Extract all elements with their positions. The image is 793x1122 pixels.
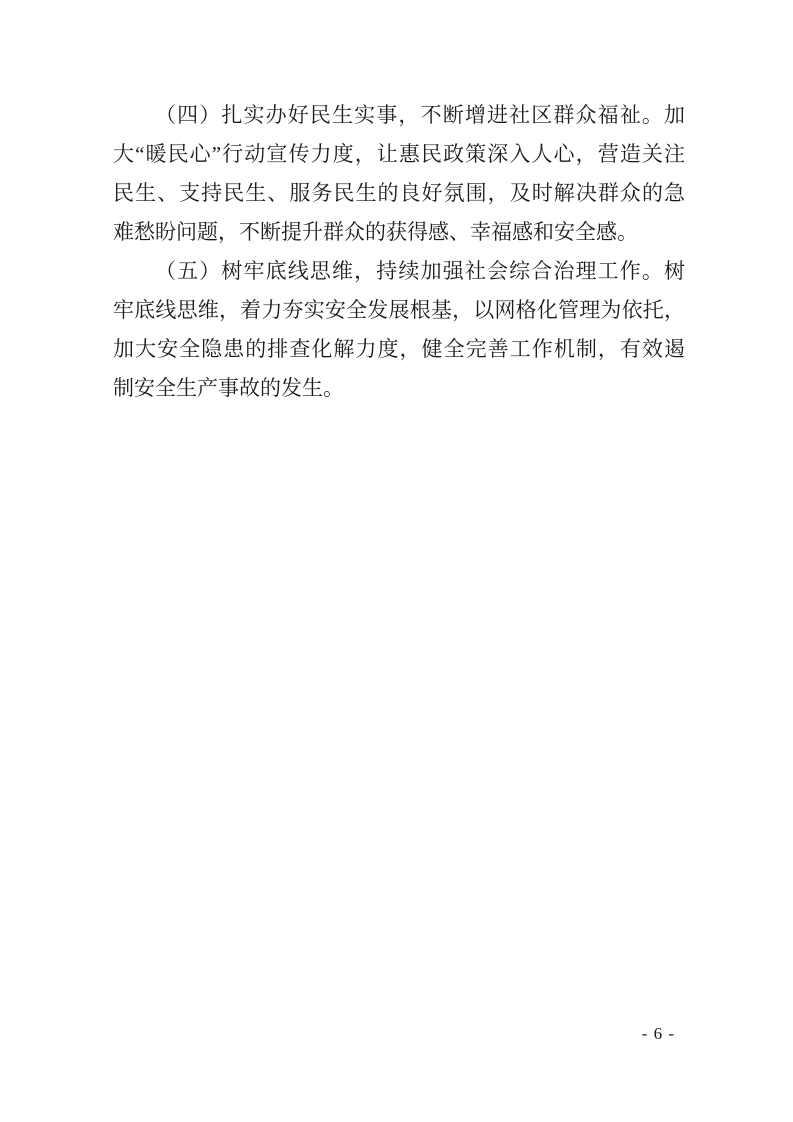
paragraph xyxy=(113,96,685,252)
document-body xyxy=(113,96,685,408)
text-line: 民生、支持民生、服务民生的良好氛围，及时解决群众的急 xyxy=(113,181,685,205)
page-number: - 6 - xyxy=(641,1024,675,1043)
text-line: 制安全生产事故的发生。 xyxy=(113,376,344,400)
text-line: （四）扎实办好民生实事，不断增进社区群众福祉。加 xyxy=(155,103,685,127)
text-line: （五）树牢底线思维，持续加强社会综合治理工作。树 xyxy=(155,259,685,283)
text-line: 难愁盼问题，不断提升群众的获得感、幸福感和安全感。 xyxy=(113,220,638,244)
paragraph xyxy=(113,252,685,408)
text-line: 牢底线思维，着力夯实安全发展根基，以网格化管理为依托， xyxy=(113,298,685,322)
text-line: 大“暖民心”行动宣传力度，让惠民政策深入人心，营造关注 xyxy=(113,142,685,166)
text-line: 加大安全隐患的排查化解力度，健全完善工作机制，有效遏 xyxy=(113,337,685,361)
